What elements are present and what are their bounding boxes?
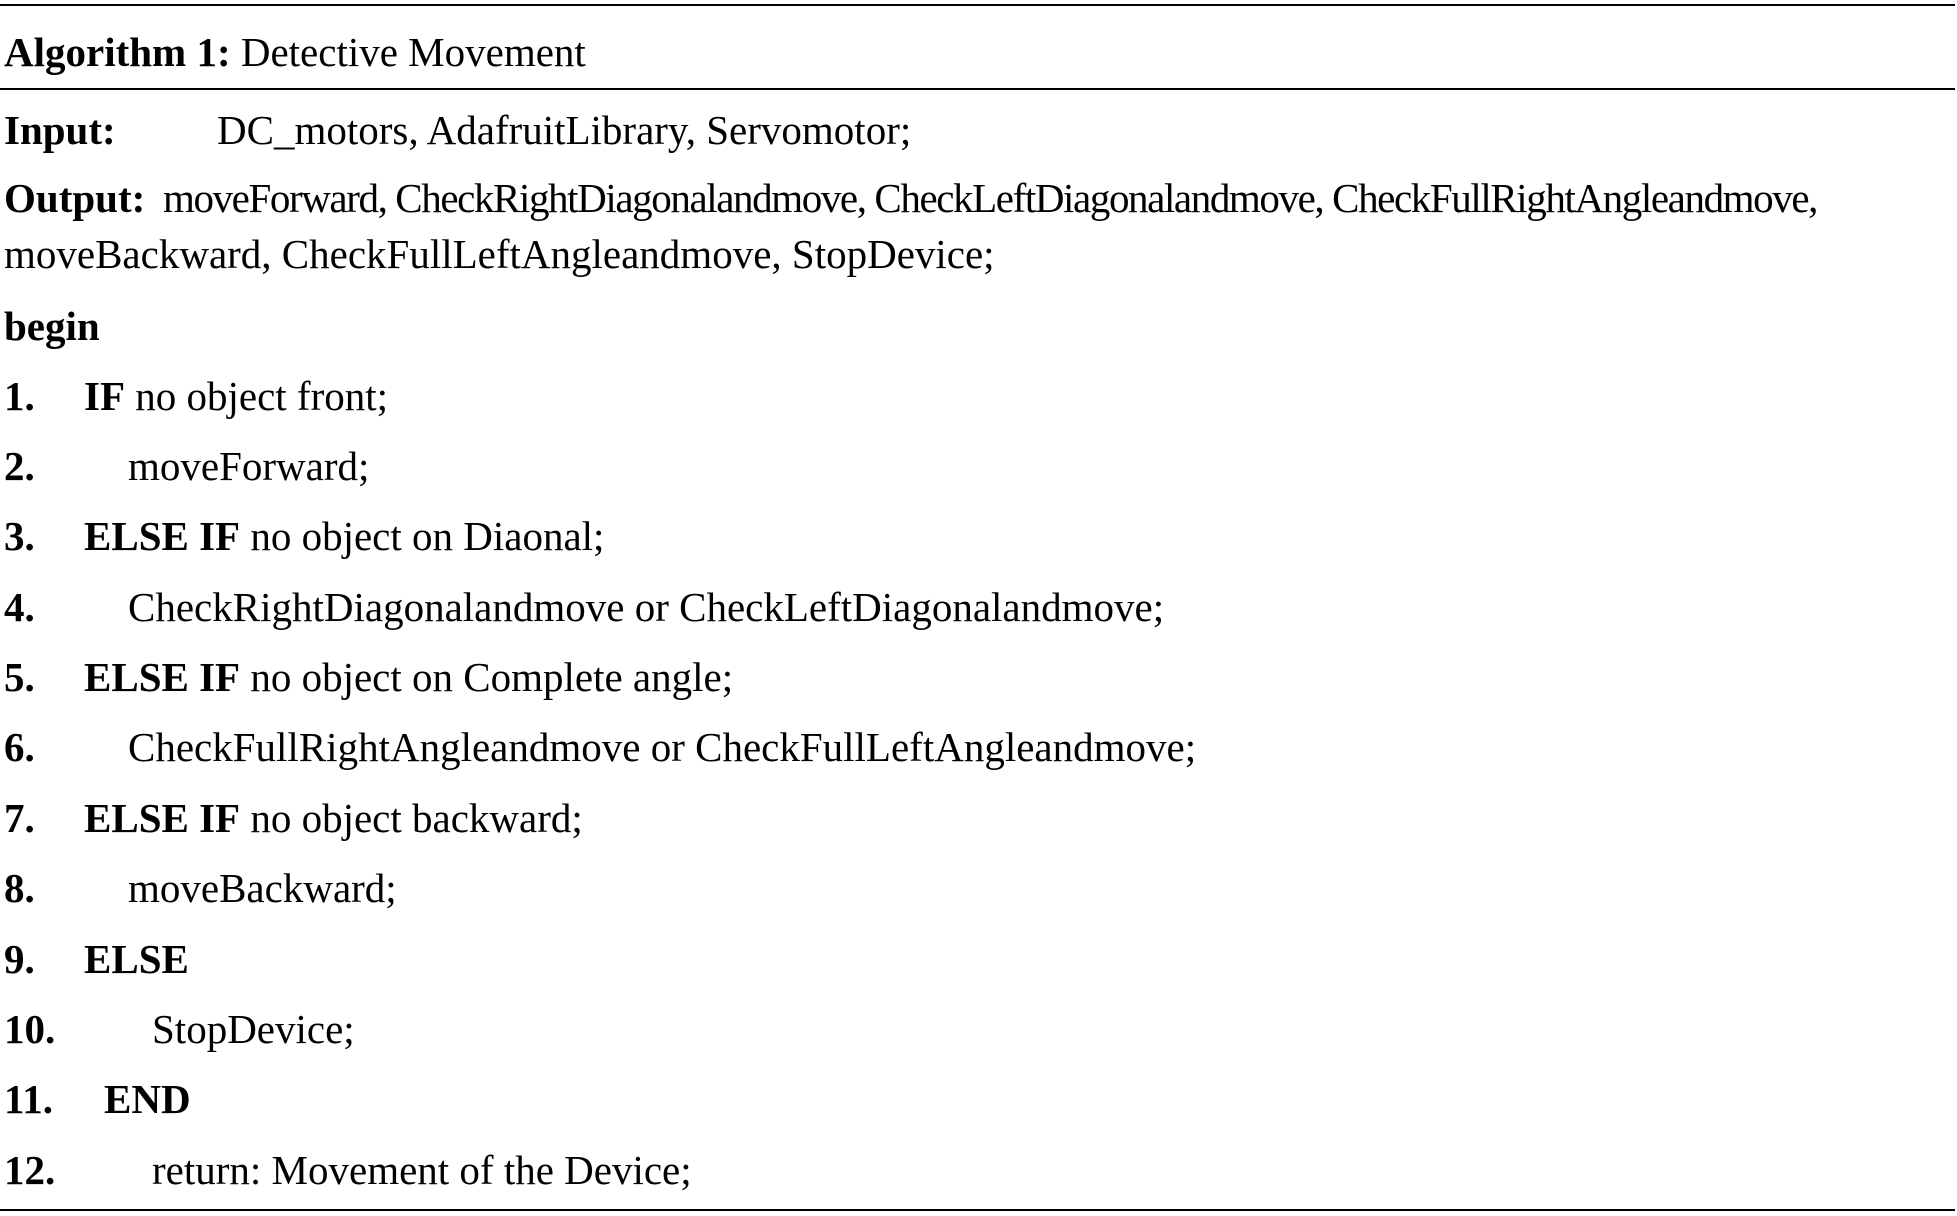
input-label: Input: xyxy=(4,107,116,153)
step-content xyxy=(84,929,189,989)
output-value-line-1: moveForward, CheckRightDiagonalandmove, CheckLeftDiagonalandmove, CheckFullRightAngleandmove, xyxy=(162,175,1818,221)
output-line-1 xyxy=(4,170,1817,226)
input-row xyxy=(4,100,911,160)
step-content xyxy=(84,506,604,566)
step-text: no object front; xyxy=(125,373,389,419)
step-number: 1. xyxy=(4,373,35,419)
step-number: 7. xyxy=(4,795,35,841)
input-value: DC_motors, AdafruitLibrary, Servomotor; xyxy=(217,107,912,153)
step-content xyxy=(128,436,369,496)
step-number: 8. xyxy=(4,865,35,911)
step-text: no object on Diaonal; xyxy=(240,513,605,559)
algorithm-title xyxy=(4,22,586,82)
step-number: 12. xyxy=(4,1147,56,1193)
step-content xyxy=(84,366,388,426)
step-number: 11. xyxy=(4,1076,53,1122)
step-keyword: ELSE IF xyxy=(84,654,241,700)
step-text: CheckFullRightAngleandmove or CheckFullLeftAngleandmove; xyxy=(128,724,1197,770)
algorithm-name: Detective Movement xyxy=(240,29,586,75)
step-keyword: ELSE IF xyxy=(84,795,241,841)
step-text: moveBackward; xyxy=(128,865,397,911)
step-keyword: ELSE xyxy=(84,936,189,982)
step-number: 4. xyxy=(4,584,35,630)
step-number: 9. xyxy=(4,936,35,982)
bottom-rule xyxy=(0,1209,1955,1211)
output-row xyxy=(4,170,1817,282)
step-text: return: Movement of the Device; xyxy=(152,1147,692,1193)
step-keyword: IF xyxy=(84,373,125,419)
step-text: no object on Complete angle; xyxy=(240,654,734,700)
step-content xyxy=(84,647,733,707)
top-rule xyxy=(0,4,1955,6)
step-content xyxy=(84,788,583,848)
step-number: 6. xyxy=(4,724,35,770)
step-number: 2. xyxy=(4,443,35,489)
output-value-line-2: moveBackward, CheckFullLeftAngleandmove, StopDevice; xyxy=(4,231,995,277)
output-label: Output: xyxy=(4,175,146,221)
step-text: moveForward; xyxy=(128,443,370,489)
step-keyword: ELSE IF xyxy=(84,513,241,559)
step-content xyxy=(128,577,1164,637)
step-content xyxy=(152,1140,692,1200)
step-number: 5. xyxy=(4,654,35,700)
step-number: 10. xyxy=(4,1006,56,1052)
step-content xyxy=(152,999,355,1059)
begin-keyword: begin xyxy=(4,303,100,349)
step-number: 3. xyxy=(4,513,35,559)
step-content xyxy=(128,858,397,918)
step-content xyxy=(104,1069,191,1129)
step-text: StopDevice; xyxy=(152,1006,355,1052)
step-content xyxy=(128,717,1196,777)
step-text: no object backward; xyxy=(240,795,583,841)
algorithm-label: Algorithm 1: xyxy=(4,29,231,75)
step-keyword: END xyxy=(104,1076,191,1122)
step-text: CheckRightDiagonalandmove or CheckLeftDiagonalandmove; xyxy=(128,584,1165,630)
header-rule xyxy=(0,88,1955,90)
